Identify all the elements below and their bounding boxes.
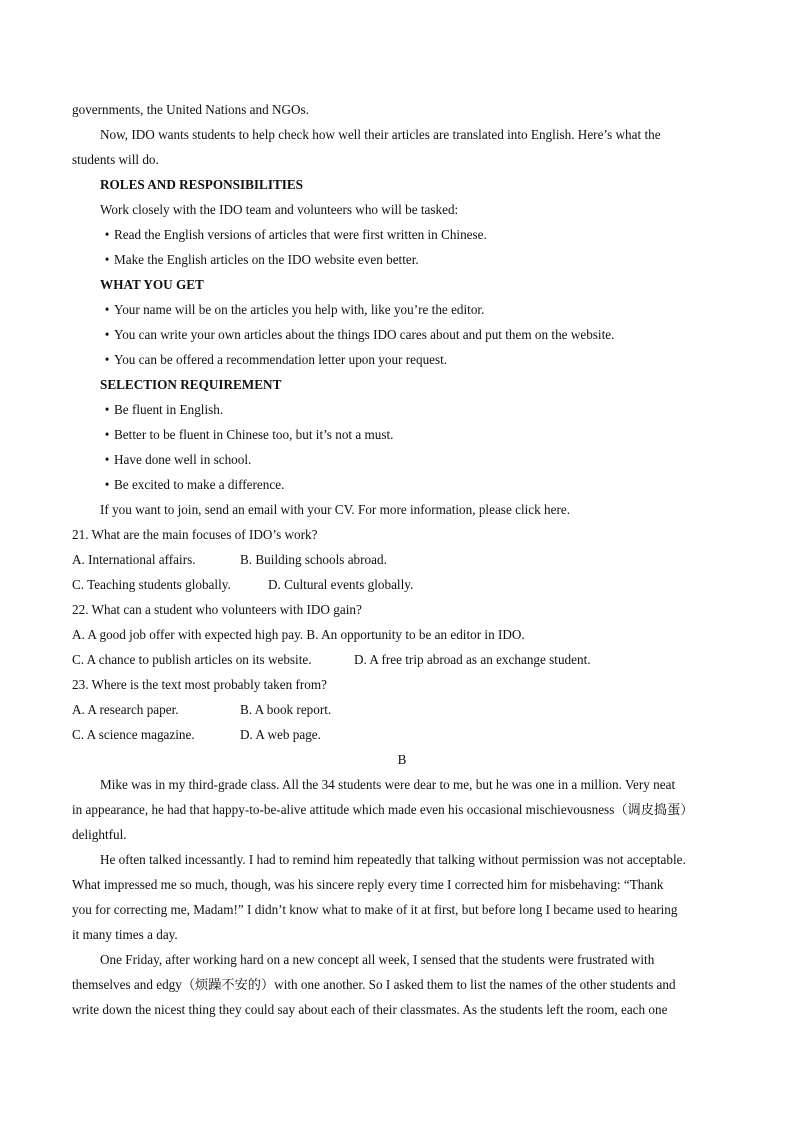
option-a: A. International affairs.	[72, 552, 196, 567]
list-item	[72, 472, 732, 497]
list-item	[72, 247, 732, 272]
passage-line: write down the nicest thing they could say about each of their classmates. As the students left the room, each one	[72, 1002, 668, 1017]
bullet-icon: •	[104, 302, 110, 317]
passage-line: He often talked incessantly. I had to remind him repeatedly that talking without permission was not acceptable.	[100, 852, 686, 867]
options-row	[72, 547, 732, 572]
get-heading: WHAT YOU GET	[100, 277, 204, 292]
list-item	[72, 422, 732, 447]
option-b: B. A book report.	[240, 702, 332, 717]
list-item-text: Read the English versions of articles that were first written in Chinese.	[114, 227, 487, 242]
passage-line: it many times a day.	[72, 927, 178, 942]
question-stem: 23. Where is the text most probably taken from?	[72, 677, 328, 692]
list-item	[72, 447, 732, 472]
passage-line: Mike was in my third-grade class. All the 34 students were dear to me, but he was one in a million. Very neat	[100, 777, 676, 792]
list-item	[72, 397, 732, 422]
bullet-icon: •	[104, 252, 110, 267]
option-b: B. Building schools abroad.	[240, 552, 387, 567]
list-item-text: Be fluent in English.	[114, 402, 224, 417]
closing-text: If you want to join, send an email with your CV. For more information, please click here.	[100, 502, 571, 517]
options-row	[72, 647, 732, 672]
bullet-icon: •	[104, 402, 110, 417]
list-item-text: You can write your own articles about the things IDO cares about and put them on the website.	[114, 327, 615, 342]
bullet-icon: •	[104, 452, 110, 467]
options-row	[72, 622, 732, 647]
bullet-icon: •	[104, 477, 110, 492]
section-label: B	[397, 752, 407, 767]
list-item-text: Better to be fluent in Chinese too, but it’s not a must.	[114, 427, 394, 442]
bullet-icon: •	[104, 352, 110, 367]
options-row	[72, 697, 732, 722]
option-c: C. A chance to publish articles on its website.	[72, 652, 312, 667]
list-item-text: Be excited to make a difference.	[114, 477, 285, 492]
requirement-heading: SELECTION REQUIREMENT	[100, 377, 282, 392]
passage-line: One Friday, after working hard on a new concept all week, I sensed that the students were frustrated with	[100, 952, 655, 967]
list-item-text: Have done well in school.	[114, 452, 252, 467]
list-item	[72, 347, 732, 372]
passage-line: you for correcting me, Madam!” I didn’t know what to make of it at first, but before long I became used to hearing	[72, 902, 678, 917]
intro-line: Now, IDO wants students to help check how well their articles are translated into English. Here’s what the	[100, 127, 661, 142]
question-stem: 21. What are the main focuses of IDO’s work?	[72, 527, 318, 542]
option-a: A. A good job offer with expected high pay.	[72, 627, 304, 642]
options-row	[72, 572, 732, 597]
intro-line: governments, the United Nations and NGOs.	[72, 102, 309, 117]
option-b: B. An opportunity to be an editor in IDO.	[306, 627, 525, 642]
bullet-icon: •	[104, 427, 110, 442]
option-d: D. Cultural events globally.	[268, 577, 414, 592]
roles-lead: Work closely with the IDO team and volunteers who will be tasked:	[100, 202, 459, 217]
list-item-text: Make the English articles on the IDO website even better.	[114, 252, 419, 267]
passage-line: in appearance, he had that happy-to-be-alive attitude which made even his occasional mischievousness（调皮捣蛋）	[72, 802, 694, 817]
roles-heading: ROLES AND RESPONSIBILITIES	[100, 177, 304, 192]
list-item	[72, 222, 732, 247]
list-item-text: Your name will be on the articles you help with, like you’re the editor.	[114, 302, 485, 317]
passage-line: What impressed me so much, though, was his sincere reply every time I corrected him for misbehaving: “Thank	[72, 877, 664, 892]
bullet-icon: •	[104, 327, 110, 342]
option-a: A. A research paper.	[72, 702, 179, 717]
list-item	[72, 297, 732, 322]
document-page	[72, 97, 732, 1022]
passage-line: themselves and edgy（烦躁不安的）with one another. So I asked them to list the names of the other students and	[72, 977, 676, 992]
question-stem: 22. What can a student who volunteers with IDO gain?	[72, 602, 362, 617]
intro-line: students will do.	[72, 152, 159, 167]
options-row	[72, 722, 732, 747]
option-c: C. Teaching students globally.	[72, 577, 231, 592]
bullet-icon: •	[104, 227, 110, 242]
list-item-text: You can be offered a recommendation letter upon your request.	[114, 352, 448, 367]
option-c: C. A science magazine.	[72, 727, 195, 742]
list-item	[72, 322, 732, 347]
option-d: D. A free trip abroad as an exchange student.	[354, 652, 591, 667]
passage-line: delightful.	[72, 827, 127, 842]
option-d: D. A web page.	[240, 727, 321, 742]
